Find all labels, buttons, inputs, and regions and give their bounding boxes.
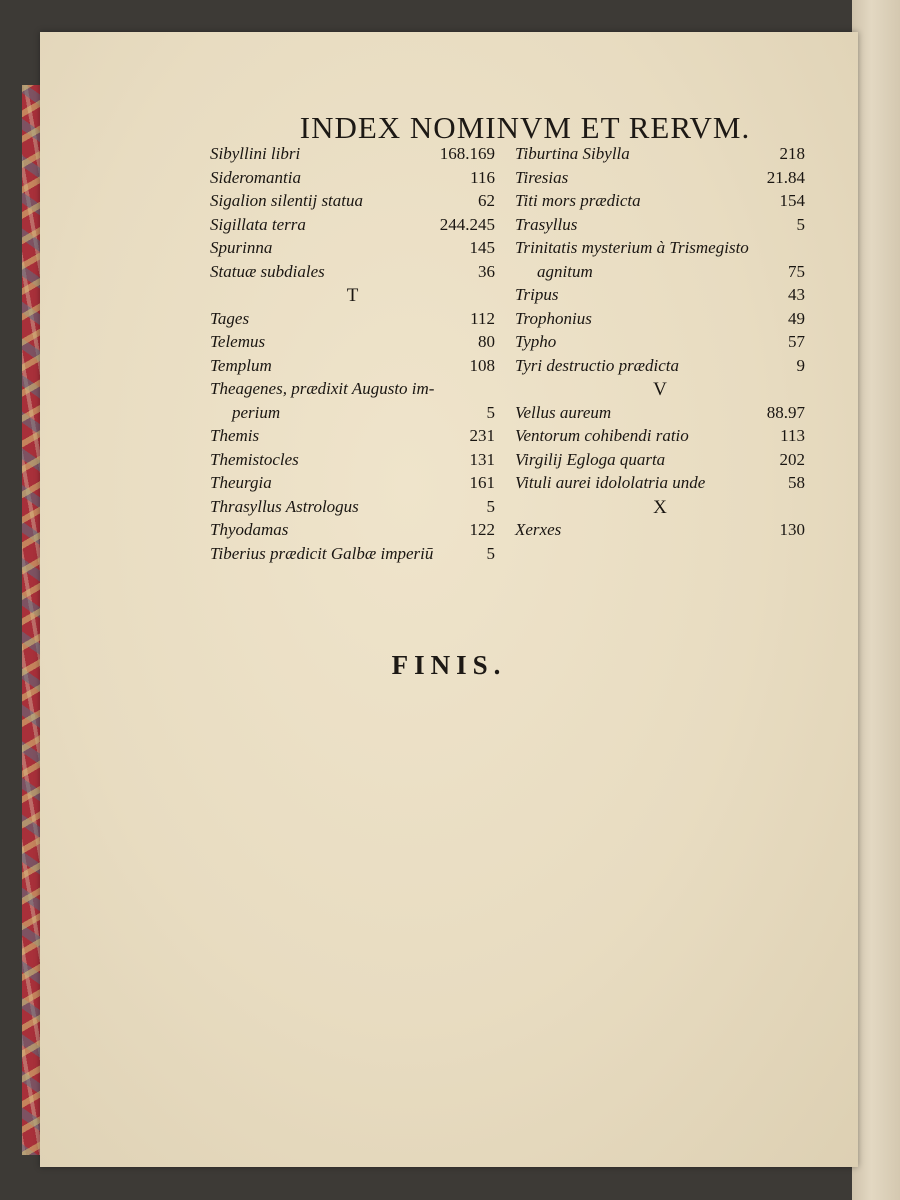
entry-name: Sibyllini libri xyxy=(210,144,301,163)
entry-name: Trasyllus xyxy=(515,214,578,234)
entry-page-number: 244.245 xyxy=(439,214,495,234)
entry-page-number: 43 xyxy=(788,285,805,304)
entry-page-number: 168.169 xyxy=(439,144,495,163)
index-entry xyxy=(210,332,495,356)
index-entry xyxy=(210,473,495,497)
entry-page-number: 36 xyxy=(478,261,495,281)
entry-page-number: 57 xyxy=(788,332,805,351)
section-letter-label: T xyxy=(346,285,359,306)
entry-name: Sideromantia xyxy=(210,167,301,187)
entry-page-number: 108 xyxy=(469,355,495,375)
index-entry xyxy=(210,356,495,380)
entry-page-number: 80 xyxy=(478,332,495,351)
entry-page-number: 62 xyxy=(478,191,495,210)
index-entry xyxy=(515,191,805,215)
index-entry xyxy=(210,262,495,286)
index-entry xyxy=(515,238,805,262)
entry-page-number: 5 xyxy=(486,543,495,563)
index-entry xyxy=(515,450,805,474)
entry-name: Thyodamas xyxy=(210,520,289,539)
index-entry xyxy=(515,168,805,192)
index-entry xyxy=(210,379,495,403)
index-column-right xyxy=(515,144,805,544)
entry-page-number: 154 xyxy=(779,191,805,210)
index-entry xyxy=(515,356,805,380)
entry-name: Tiberius prædicit Galbæ imperiū xyxy=(210,543,434,563)
index-entry xyxy=(210,520,495,544)
entry-name: Typho xyxy=(515,332,557,351)
entry-name: perium xyxy=(232,402,281,422)
index-entry xyxy=(515,262,805,286)
entry-page-number: 49 xyxy=(788,308,805,328)
entry-name: Tiresias xyxy=(515,167,569,187)
entry-page-number: 145 xyxy=(469,238,495,257)
index-entry xyxy=(515,520,805,544)
index-heading: INDEX NOMINVM ET RERVM. xyxy=(299,110,751,145)
section-letter xyxy=(515,379,805,403)
entry-name: Xerxes xyxy=(515,520,562,539)
entry-name: Tages xyxy=(210,308,250,328)
entry-page-number: 130 xyxy=(779,520,805,539)
section-letter xyxy=(210,285,495,309)
entry-page-number: 88.97 xyxy=(766,402,805,422)
index-entry xyxy=(210,215,495,239)
entry-page-number: 112 xyxy=(470,308,495,328)
facing-page-edge xyxy=(852,0,900,1200)
index-entry xyxy=(210,544,495,568)
book-page xyxy=(40,32,858,1167)
entry-page-number: 218 xyxy=(779,144,805,163)
entry-name: Statuæ subdiales xyxy=(210,261,325,281)
index-entry xyxy=(515,144,805,168)
entry-page-number: 75 xyxy=(788,261,805,281)
entry-name: Virgilij Egloga quarta xyxy=(515,449,666,469)
index-entry xyxy=(515,215,805,239)
entry-name: Thrasyllus Astrologus xyxy=(210,496,359,516)
entry-page-number: 122 xyxy=(469,520,495,539)
index-entry xyxy=(515,309,805,333)
entry-name: Tiburtina Sibylla xyxy=(515,144,630,163)
index-entry xyxy=(210,426,495,450)
entry-page-number: 161 xyxy=(469,473,495,492)
entry-page-number: 231 xyxy=(469,426,495,445)
entry-name: Theurgia xyxy=(210,473,272,492)
entry-name: Trinitatis mysterium à Trismegisto xyxy=(515,238,749,257)
index-entry xyxy=(210,403,495,427)
entry-name: Themistocles xyxy=(210,449,299,469)
entry-page-number: 5 xyxy=(486,402,495,422)
entry-page-number: 113 xyxy=(780,426,805,445)
entry-name: agnitum xyxy=(537,261,593,281)
entry-page-number: 202 xyxy=(779,449,805,469)
index-entry xyxy=(210,309,495,333)
index-column-left xyxy=(210,144,495,567)
entry-page-number: 58 xyxy=(788,473,805,492)
entry-name: Vituli aurei idololatria unde xyxy=(515,473,706,492)
index-entry xyxy=(515,403,805,427)
index-entry xyxy=(515,426,805,450)
entry-page-number: 5 xyxy=(486,496,495,516)
index-entry xyxy=(210,497,495,521)
index-entry xyxy=(210,450,495,474)
index-entry xyxy=(210,191,495,215)
entry-page-number: 21.84 xyxy=(766,167,805,187)
index-entry xyxy=(515,285,805,309)
entry-name: Theagenes, prædixit Augusto im- xyxy=(210,379,435,398)
finis-mark: FINIS. xyxy=(391,650,507,680)
entry-name: Telemus xyxy=(210,332,266,351)
entry-name: Vellus aureum xyxy=(515,402,612,422)
entry-page-number: 9 xyxy=(796,355,805,375)
entry-name: Tyri destructio prædicta xyxy=(515,355,680,375)
index-entry xyxy=(210,144,495,168)
entry-name: Sigalion silentij statua xyxy=(210,191,364,210)
entry-name: Templum xyxy=(210,355,272,375)
entry-name: Themis xyxy=(210,426,260,445)
index-entry xyxy=(210,238,495,262)
section-letter-label: V xyxy=(653,379,667,400)
section-letter-label: X xyxy=(653,496,667,518)
entry-name: Tripus xyxy=(515,285,559,304)
index-entry xyxy=(210,168,495,192)
entry-name: Spurinna xyxy=(210,238,273,257)
entry-name: Trophonius xyxy=(515,308,592,328)
entry-name: Sigillata terra xyxy=(210,214,306,234)
entry-name: Ventorum cohibendi ratio xyxy=(515,426,689,445)
index-entry xyxy=(515,473,805,497)
entry-page-number: 5 xyxy=(796,214,805,234)
entry-name: Titi mors prædicta xyxy=(515,191,641,210)
entry-page-number: 116 xyxy=(470,167,495,187)
section-letter xyxy=(515,497,805,521)
index-entry xyxy=(515,332,805,356)
entry-page-number: 131 xyxy=(469,449,495,469)
